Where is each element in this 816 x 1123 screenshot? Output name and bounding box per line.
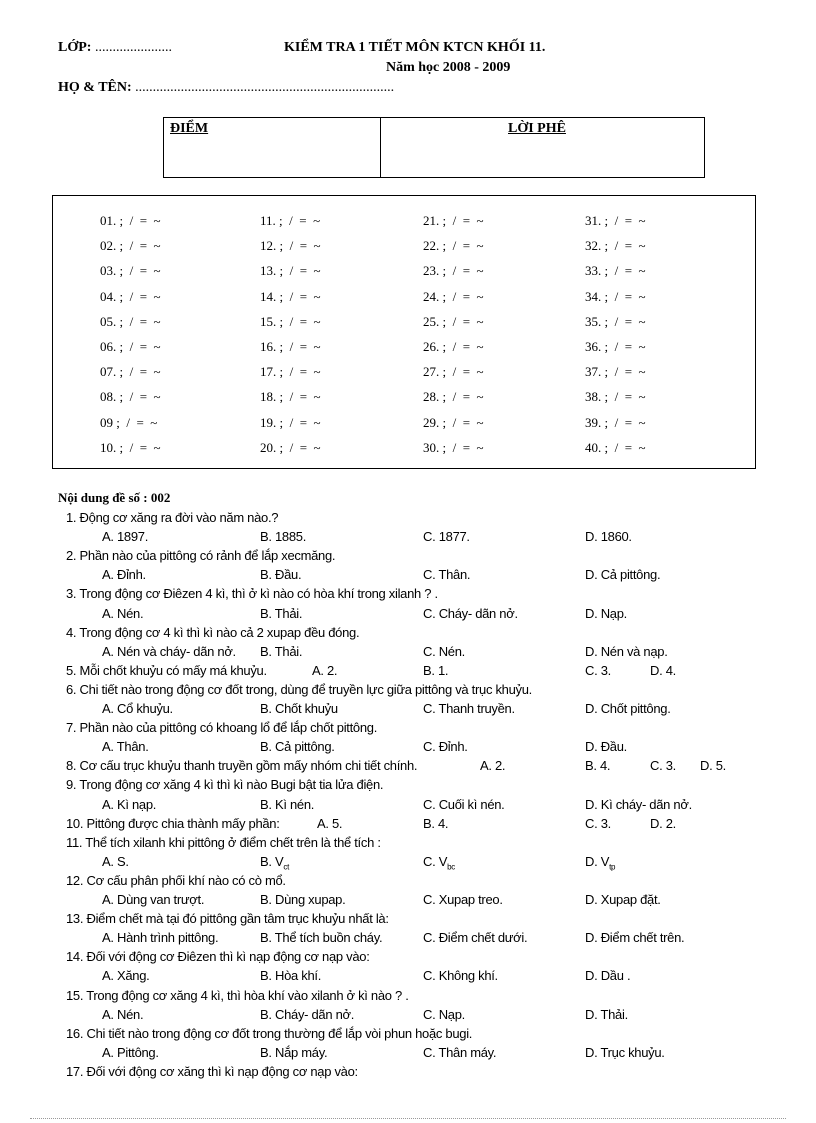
answer-option[interactable] [102,968,149,983]
score-label: ĐIỂM [170,121,209,136]
option-label: B. Thải. [260,643,303,659]
answer-row[interactable]: 15. ; / = ~ [260,313,321,329]
question-text: 8. Cơ cấu trục khuỷu thanh truyền gồm mấy nhóm chi tiết chính. [66,758,418,774]
option-label: D. Nạp. [585,605,627,621]
answer-option[interactable] [102,606,143,621]
option-label: D. 1860. [585,529,632,545]
comment-label: LỜI PHÊ [508,121,566,136]
answer-option[interactable] [423,701,515,716]
class-label: LỚP: ...................... [58,40,172,55]
answer-row[interactable]: 33. ; / = ~ [585,263,646,279]
answer-row[interactable]: 19. ; / = ~ [260,414,321,430]
answer-row[interactable]: 39. ; / = ~ [585,414,646,430]
name-blank[interactable]: .......................................................................... [135,80,395,95]
option-label: A. Dùng van trượt. [102,892,205,907]
answer-row[interactable]: 13. ; / = ~ [260,263,321,279]
section-title: Nội dung đề số : 002 [58,490,171,505]
answer-row[interactable]: 06. ; / = ~ [100,339,161,354]
answer-option[interactable] [585,854,615,872]
answer-row[interactable]: 08. ; / = ~ [100,389,161,405]
option-label: C. V [423,853,448,869]
answer-row[interactable]: 27. ; / = ~ [423,364,484,380]
answer-row[interactable]: 21. ; / = ~ [423,213,484,228]
answer-option[interactable] [585,1045,665,1060]
option-label: B. Thải. [260,605,303,621]
option-label: D. Nén và nạp. [585,643,668,659]
option-label: B. Đầu. [260,567,302,583]
answer-row[interactable]: 11. ; / = ~ [260,213,321,228]
answer-option[interactable] [423,968,498,983]
question-text: 16. Chi tiết nào trong động cơ đốt trong thường để lắp vòi phun hoặc bugi. [66,1025,473,1041]
option-label: A. Cổ khuỷu. [102,701,173,716]
option-label: B. 1885. [260,529,307,545]
exam-title: KIỂM TRA 1 TIẾT MÔN KTCN KHỐI 11. [284,40,546,55]
answer-option[interactable] [423,854,455,872]
answer-row[interactable]: 17. ; / = ~ [260,364,321,380]
answer-option[interactable]: A. 2. [480,758,506,774]
answer-option[interactable] [260,968,321,983]
answer-option[interactable]: B. 4. [585,758,611,774]
answer-row[interactable]: 36. ; / = ~ [585,339,646,354]
question-text: 1. Động cơ xăng ra đời vào năm nào.? [66,510,279,525]
grade-box [163,117,705,178]
name-label: HỌ & TÊN: .......................................................................... [58,80,395,95]
grade-box-divider [380,118,381,177]
answer-row[interactable]: 10. ; / = ~ [100,439,161,455]
option-label: C. Thanh truyền. [423,701,515,716]
answer-row[interactable]: 28. ; / = ~ [423,389,484,405]
answer-option[interactable] [260,701,338,716]
answer-option[interactable] [102,930,218,945]
answer-row[interactable]: 18. ; / = ~ [260,389,321,405]
option-subscript: ct [283,862,289,872]
answer-option[interactable]: C. 3. [650,758,676,774]
question-text: 7. Phần nào của pittông có khoang lổ để lắp chốt pittông. [66,720,378,736]
answer-option[interactable]: D. 4. [650,662,676,678]
answer-option[interactable]: C. 3. [585,662,611,678]
option-label: A. Hành trình pittông. [102,930,219,946]
answer-option[interactable] [102,854,129,869]
option-label: A. 1897. [102,529,149,545]
answer-row[interactable]: 05. ; / = ~ [100,313,161,329]
answer-option[interactable] [423,529,470,544]
answer-option[interactable] [260,1007,354,1022]
option-label: B. Kì nén. [260,796,315,812]
answer-option[interactable] [423,892,503,907]
option-label: D. Dầu . [585,968,631,984]
option-label: C. Nạp. [423,1006,465,1022]
question-text: 5. Mỗi chốt khuỷu có mấy má khuỷu. [66,662,267,678]
answer-row[interactable]: 09 ; / = ~ [100,414,158,430]
answer-option[interactable] [260,1045,327,1060]
answer-option[interactable] [102,1045,159,1060]
answer-row[interactable]: 23. ; / = ~ [423,263,484,279]
page-bottom-rule [30,1118,786,1119]
option-label: D. Chốt pittông. [585,701,671,716]
answer-row[interactable]: 12. ; / = ~ [260,238,321,254]
answer-row[interactable]: 29. ; / = ~ [423,414,484,430]
answer-option[interactable] [585,930,684,945]
option-label: C. Điểm chết dưới. [423,930,528,946]
option-subscript: bc [447,862,455,872]
option-label: D. Cả pittông. [585,567,661,583]
answer-row[interactable]: 01. ; / = ~ [100,213,161,228]
question-text: 12. Cơ cấu phân phối khí nào có cò mổ. [66,872,286,888]
answer-option[interactable] [585,739,627,754]
answer-option[interactable] [102,567,146,582]
answer-option[interactable] [102,797,156,812]
answer-option[interactable] [102,739,149,754]
class-blank[interactable]: ...................... [94,40,172,55]
option-label: C. Cuối kì nén. [423,796,505,812]
option-label: A. Xăng. [102,968,150,984]
option-label: D. Điểm chết trên. [585,930,685,946]
option-label: B. V [260,853,284,869]
answer-option[interactable]: B. 4. [423,815,449,831]
answer-option[interactable] [102,1007,143,1022]
answer-row[interactable]: 24. ; / = ~ [423,288,484,304]
answer-option[interactable] [260,529,306,544]
answer-option[interactable] [102,892,204,907]
answer-option[interactable] [585,644,668,659]
question-text: 10. Pittông được chia thành mấy phần: [66,815,280,831]
answer-option[interactable] [423,797,505,812]
answer-row[interactable]: 02. ; / = ~ [100,238,161,254]
option-subscript: tp [609,862,616,872]
answer-option[interactable] [585,701,671,716]
answer-option[interactable] [423,606,518,621]
answer-option[interactable] [102,644,236,659]
answer-option[interactable] [585,567,660,582]
answer-option[interactable] [102,701,173,716]
option-label: D. Thải. [585,1006,628,1022]
answer-option[interactable] [585,968,630,983]
answer-option[interactable] [260,606,302,621]
question-text: 4. Trong động cơ 4 kì thì kì nào cả 2 xupap đều đóng. [66,624,360,640]
option-label: B. Dùng xupap. [260,892,346,907]
answer-option[interactable] [102,529,148,544]
answer-option[interactable] [423,644,465,659]
answer-sheet [52,195,756,469]
option-label: A. Nén. [102,1006,144,1022]
answer-row[interactable]: 16. ; / = ~ [260,339,321,354]
option-label: D. Xupap đặt. [585,892,661,907]
question-text: 3. Trong động cơ Điêzen 4 kì, thì ở kì nào có hòa khí trong xilanh ? . [66,586,438,602]
option-label: B. Cháy- dãn nở. [260,1006,355,1022]
answer-option[interactable] [585,606,627,621]
option-label: B. Chốt khuỷu [260,701,338,716]
answer-row[interactable]: 38. ; / = ~ [585,389,646,405]
answer-option[interactable] [585,1007,628,1022]
answer-row[interactable]: 40. ; / = ~ [585,439,646,455]
option-label: D. Kì cháy- dãn nở. [585,796,692,812]
answer-option[interactable] [260,567,301,582]
answer-option[interactable]: D. 5. [700,758,726,774]
question-text: 13. Điểm chết mà tại đó pittông gần tâm trục khuỷu nhất là: [66,911,389,927]
question-text: 17. Đối với động cơ xăng thì kì nạp động cơ nạp vào: [66,1063,358,1079]
option-label: C. Đỉnh. [423,739,468,755]
answer-row[interactable]: 14. ; / = ~ [260,288,321,304]
option-label: A. S. [102,853,129,869]
option-label: A. Pittông. [102,1044,159,1060]
option-label: B. Cả pittông. [260,739,335,755]
option-label: D. V [585,853,610,869]
answer-option[interactable]: D. 2. [650,815,676,831]
option-label: A. Nén và cháy- dãn nở. [102,643,236,659]
answer-option[interactable] [260,930,382,945]
answer-option[interactable]: C. 3. [585,815,611,831]
option-label: C. Nén. [423,643,465,659]
answer-option[interactable] [423,1007,465,1022]
question-text: 11. Thể tích xilanh khi pittông ở điểm chết trên là thể tích : [66,834,381,850]
answer-row[interactable]: 04. ; / = ~ [100,288,161,304]
answer-row[interactable]: 31. ; / = ~ [585,213,646,228]
answer-row[interactable]: 25. ; / = ~ [423,313,484,329]
option-label: C. 1877. [423,529,470,545]
answer-row[interactable]: 07. ; / = ~ [100,364,161,380]
answer-option[interactable] [260,854,289,872]
question-text: 14. Đối với động cơ Điêzen thì kì nạp động cơ nạp vào: [66,949,370,965]
option-label: C. Thân. [423,567,471,583]
answer-option[interactable] [260,797,314,812]
answer-row[interactable]: 34. ; / = ~ [585,288,646,304]
answer-option[interactable] [585,892,661,907]
answer-option[interactable]: A. 2. [312,662,338,678]
option-label: D. Trục khuỷu. [585,1044,665,1060]
question-text: 15. Trong động cơ xăng 4 kì, thì hòa khí vào xilanh ở kì nào ? . [66,987,409,1003]
option-label: A. Nén. [102,605,144,621]
answer-row[interactable]: 32. ; / = ~ [585,238,646,254]
answer-row[interactable]: 26. ; / = ~ [423,339,484,354]
answer-option[interactable] [423,930,527,945]
option-label: C. Cháy- dãn nở. [423,605,518,621]
answer-option[interactable]: B. 1. [423,662,449,678]
option-label: C. Thân máy. [423,1044,497,1060]
option-label: A. Đỉnh. [102,567,146,583]
option-label: A. Kì nạp. [102,796,157,812]
answer-option[interactable] [423,567,470,582]
answer-option[interactable]: A. 5. [317,815,343,831]
answer-row[interactable]: 35. ; / = ~ [585,313,646,329]
answer-option[interactable] [260,739,335,754]
answer-row[interactable]: 30. ; / = ~ [423,439,484,455]
question-text: 9. Trong động cơ xăng 4 kì thì kì nào Bugi bật tia lửa điện. [66,777,384,793]
answer-option[interactable] [423,1045,496,1060]
answer-row[interactable]: 20. ; / = ~ [260,439,321,455]
answer-row[interactable]: 03. ; / = ~ [100,263,161,279]
answer-option[interactable] [585,529,632,544]
question-text: 2. Phần nào của pittông có rảnh để lắp xecmăng. [66,548,336,564]
option-label: B. Thể tích buồn cháy. [260,930,383,946]
school-year: Năm học 2008 - 2009 [386,60,511,75]
option-label: C. Không khí. [423,968,498,984]
option-label: D. Đầu. [585,739,627,755]
answer-row[interactable]: 22. ; / = ~ [423,238,484,254]
answer-row[interactable]: 37. ; / = ~ [585,364,646,380]
option-label: A. Thân. [102,739,149,755]
answer-option[interactable] [585,797,692,812]
option-label: C. Xupap treo. [423,892,503,907]
option-label: B. Nắp máy. [260,1044,328,1060]
option-label: B. Hòa khí. [260,968,322,984]
answer-option[interactable] [423,739,468,754]
question-text: 6. Chi tiết nào trong động cơ đốt trong, dùng để truyền lực giữa pittông và trục khuỷu. [66,681,532,697]
answer-option[interactable] [260,892,345,907]
answer-option[interactable] [260,644,302,659]
